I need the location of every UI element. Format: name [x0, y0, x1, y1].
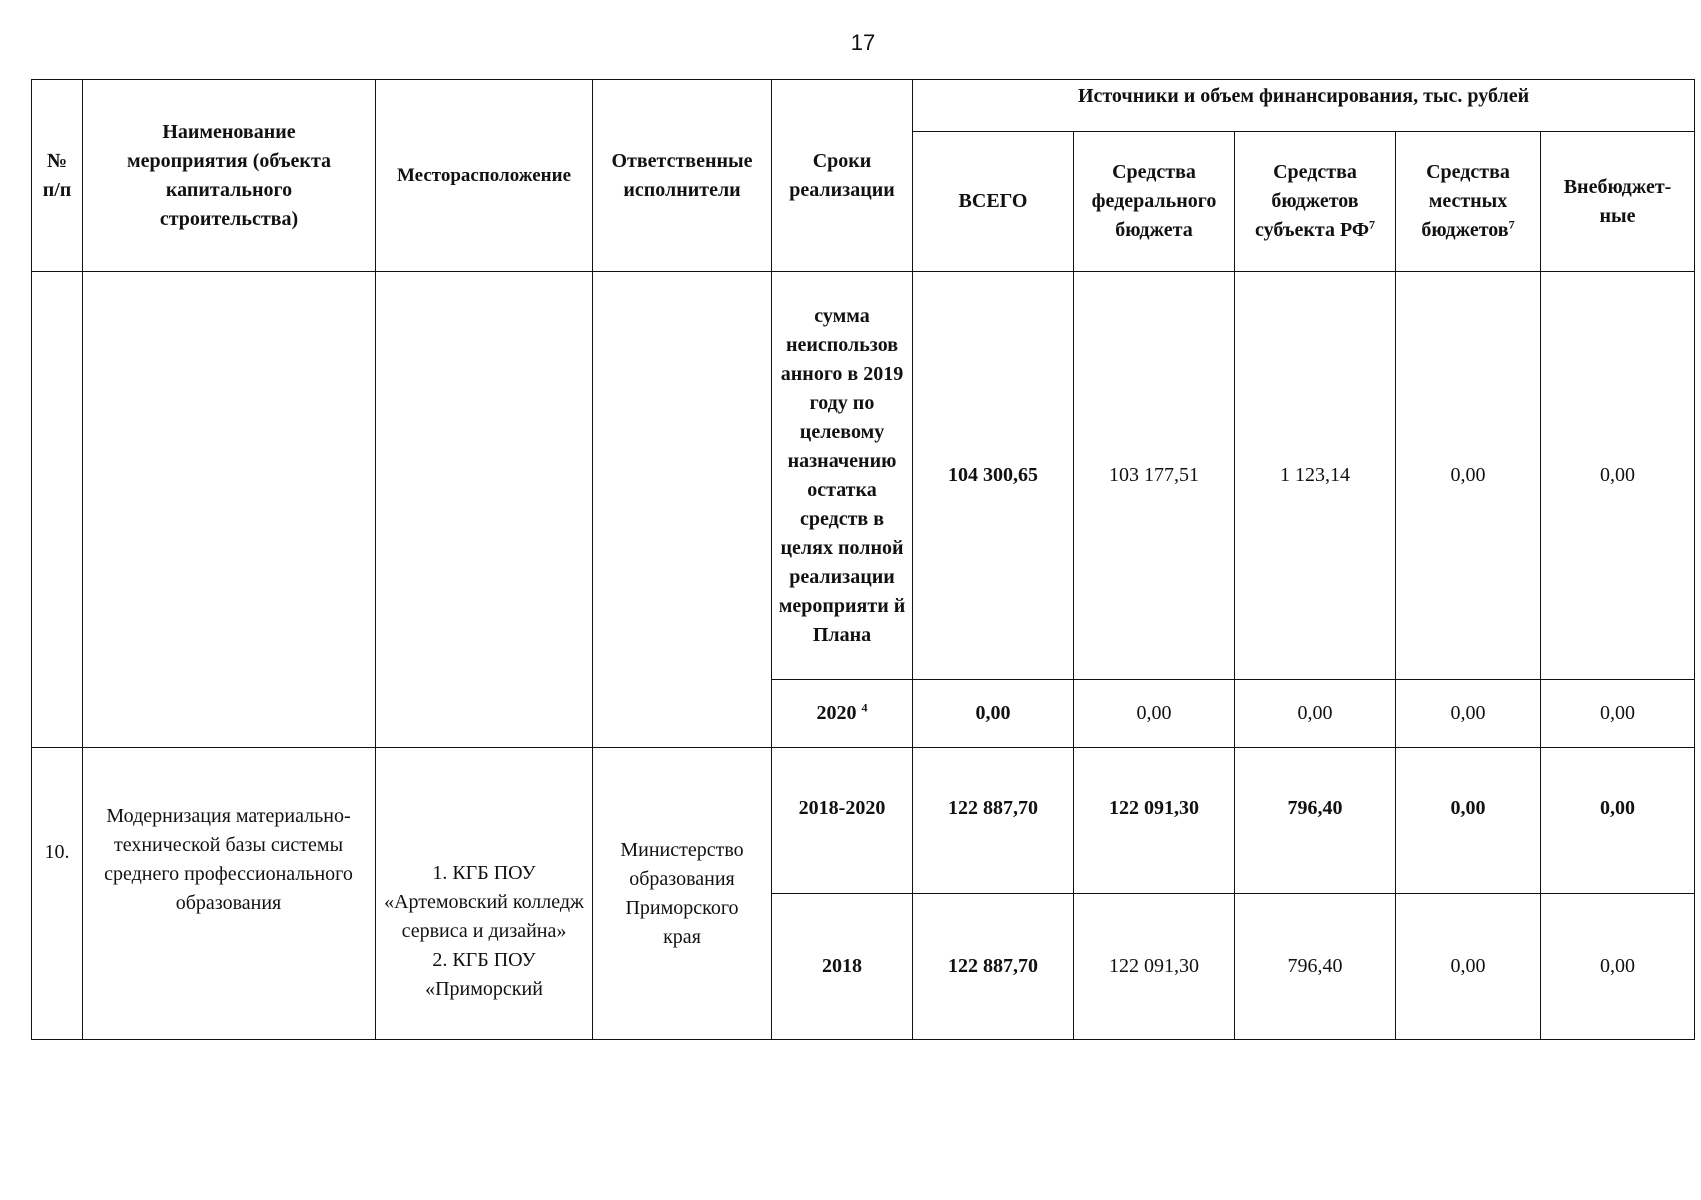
header-federal: Средства федерального бюджета: [1074, 132, 1235, 272]
row4-subject: 796,40: [1235, 894, 1396, 1040]
row1-period: сумма неиспользов анного в 2019 году по целевому назначению остатка средств в целях полной реализации мероприяти й Плана: [772, 272, 913, 680]
header-extra: Внебюджет-ные: [1541, 132, 1695, 272]
row3-num: 10.: [32, 748, 83, 1040]
header-sources: Источники и объем финансирования, тыс. рублей: [913, 80, 1695, 132]
row2-local: 0,00: [1396, 680, 1541, 748]
header-total: ВСЕГО: [913, 132, 1074, 272]
row1-num: [32, 272, 83, 748]
header-subject: [1235, 132, 1396, 272]
row3-location: [376, 748, 593, 1040]
row1-subject: 1 123,14: [1235, 272, 1396, 680]
row4-local: 0,00: [1396, 894, 1541, 1040]
row2-period: [772, 680, 913, 748]
location-item-1: 1. КГБ ПОУ «Артемовский колледж сервиса и дизайна»: [384, 862, 584, 942]
header-local: [1396, 132, 1541, 272]
row1-local: 0,00: [1396, 272, 1541, 680]
row2-extra: 0,00: [1541, 680, 1695, 748]
location-item-2: 2. КГБ ПОУ «Приморский: [425, 949, 543, 1000]
row1-location: [376, 272, 593, 748]
row3-extra: 0,00: [1541, 748, 1695, 894]
row3-name: Модернизация материально-технической базы системы среднего профессионального образования: [83, 748, 376, 1040]
header-name: Наименование мероприятия (объекта капитального строительства): [83, 80, 376, 272]
row3-local: 0,00: [1396, 748, 1541, 894]
header-num: № п/п: [32, 80, 83, 272]
row4-federal: 122 091,30: [1074, 894, 1235, 1040]
row2-total: 0,00: [913, 680, 1074, 748]
row4-extra: 0,00: [1541, 894, 1695, 1040]
row1-extra: 0,00: [1541, 272, 1695, 680]
header-row-1: [32, 80, 1695, 132]
header-local-label: Средства местных бюджетов: [1421, 161, 1510, 241]
row4-period: 2018: [772, 894, 913, 1040]
row1-name: [83, 272, 376, 748]
row2-federal: 0,00: [1074, 680, 1235, 748]
header-location: Месторасположение: [376, 80, 593, 272]
row1-responsible: [593, 272, 772, 748]
row1-federal: 103 177,51: [1074, 272, 1235, 680]
row2-period-label: 2020: [816, 702, 857, 724]
table-row: [32, 272, 1695, 680]
header-local-note: 7: [1508, 217, 1515, 232]
header-period: Сроки реализации: [772, 80, 913, 272]
table-row: [32, 748, 1695, 894]
financing-table: [31, 79, 1695, 1040]
row3-subject: 796,40: [1235, 748, 1396, 894]
row3-total: 122 887,70: [913, 748, 1074, 894]
row1-total: 104 300,65: [913, 272, 1074, 680]
row4-total: 122 887,70: [913, 894, 1074, 1040]
row3-federal: 122 091,30: [1074, 748, 1235, 894]
row2-period-note: 4: [861, 700, 868, 715]
page-number: 17: [850, 30, 876, 55]
row2-subject: 0,00: [1235, 680, 1396, 748]
header-subject-note: 7: [1369, 217, 1376, 232]
row3-period: 2018-2020: [772, 748, 913, 894]
header-responsible: Ответственные исполнители: [593, 80, 772, 272]
row3-responsible: Министерство образования Приморского края: [593, 748, 772, 1040]
header-subject-label: Средства бюджетов субъекта РФ: [1254, 161, 1370, 241]
